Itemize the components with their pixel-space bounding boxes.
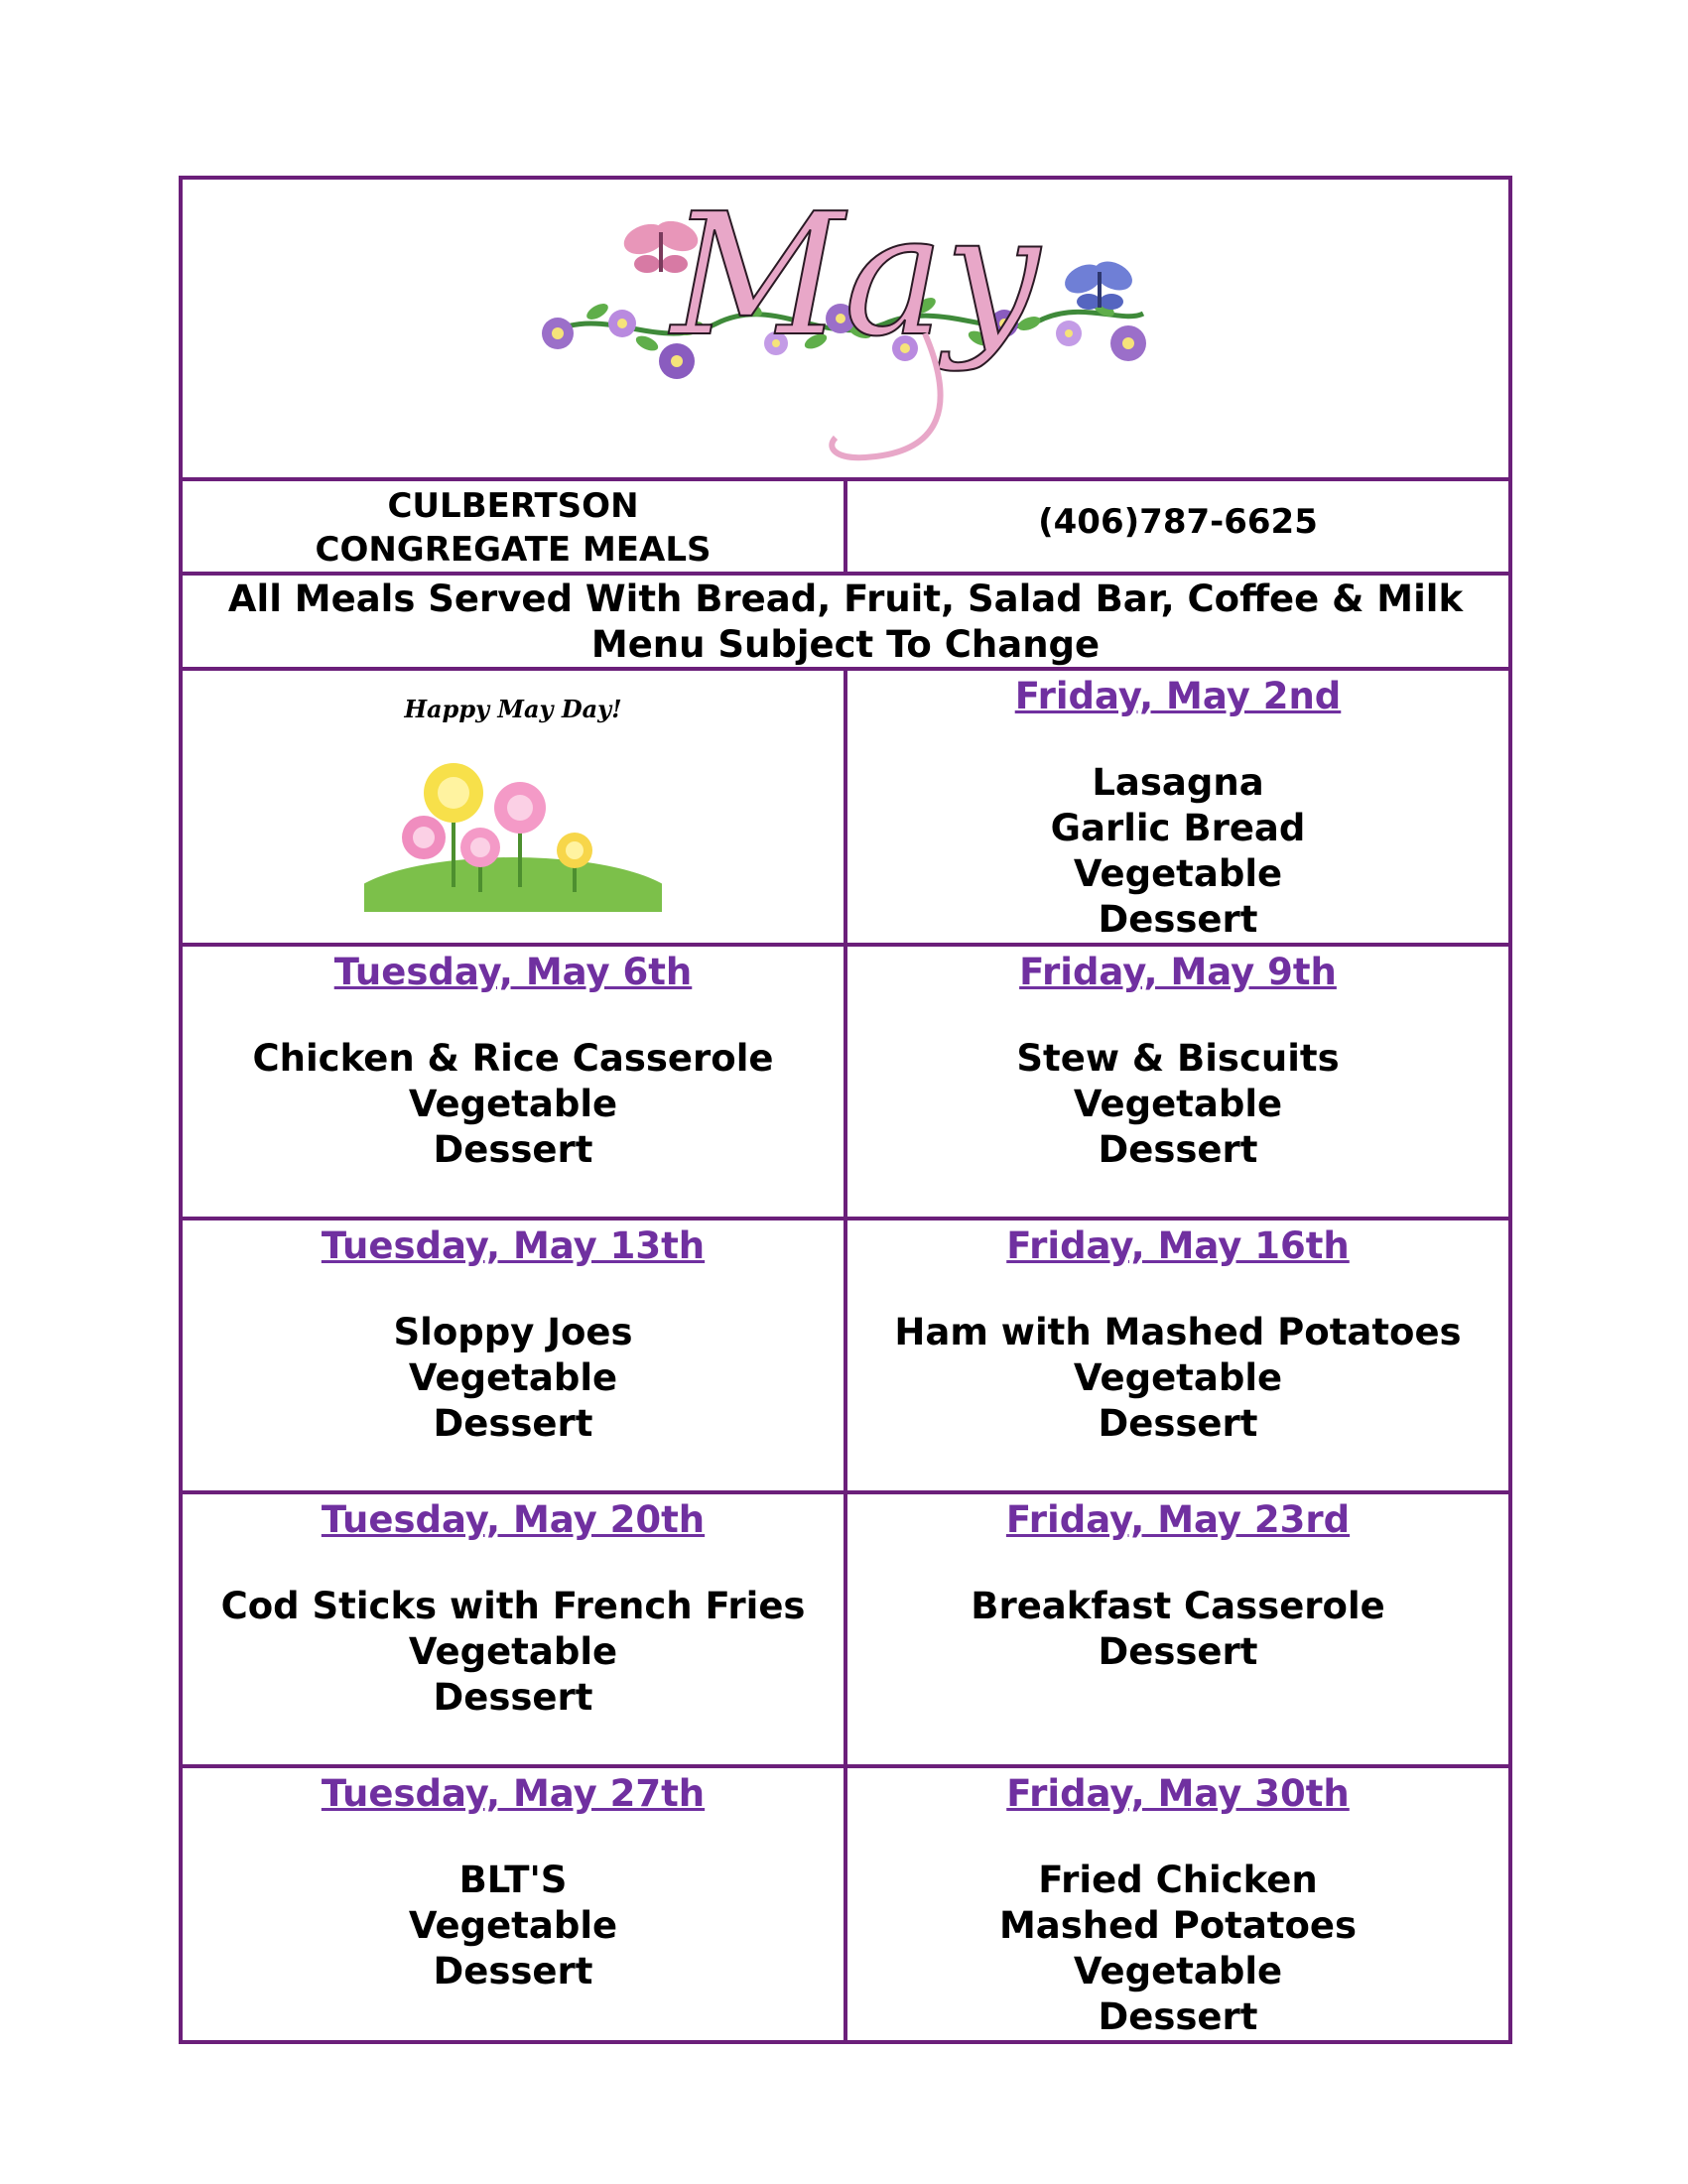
day-date: Friday, May 9th — [1019, 951, 1337, 993]
day-date: Friday, May 2nd — [1014, 675, 1342, 717]
phone-number: (406)787-6625 — [1038, 502, 1318, 542]
phone-cell — [845, 479, 1510, 574]
dish-item: Vegetable — [1073, 1950, 1283, 1992]
dish-item: Vegetable — [408, 1630, 618, 1673]
dish-item: Sloppy Joes — [393, 1311, 633, 1353]
dish-item: Garlic Bread — [1050, 807, 1306, 849]
day-date: Friday, May 16th — [1006, 1224, 1350, 1267]
dish-item: Dessert — [1098, 1128, 1258, 1171]
day-cell-2 — [845, 945, 1510, 1219]
day-date: Friday, May 30th — [1006, 1772, 1350, 1815]
org-name: CULBERTSON CONGREGATE MEALS — [315, 486, 712, 570]
dish-item: Dessert — [1098, 898, 1258, 941]
dish-item: Fried Chicken — [1038, 1859, 1318, 1901]
dish-list — [183, 1310, 844, 1447]
dish-item: Vegetable — [1073, 852, 1283, 895]
day-cell-0 — [845, 669, 1510, 945]
dish-list — [847, 1310, 1508, 1447]
day-cell-5 — [181, 1492, 845, 1766]
dish-item: Vegetable — [408, 1083, 618, 1125]
dish-item: Vegetable — [408, 1356, 618, 1399]
day-cell-4 — [845, 1219, 1510, 1492]
notice-cell — [181, 574, 1510, 669]
day-cell-1 — [181, 945, 845, 1219]
may-day-image — [364, 681, 662, 929]
dish-item: BLT'S — [458, 1859, 568, 1901]
dish-item: Dessert — [433, 1128, 593, 1171]
dish-item: Dessert — [1098, 1630, 1258, 1673]
blue-butterfly-icon — [1060, 256, 1136, 310]
dish-item: Cod Sticks with French Fries — [220, 1585, 806, 1627]
day-date: Tuesday, May 13th — [321, 1224, 706, 1267]
dish-list — [847, 1584, 1508, 1675]
dish-item: Mashed Potatoes — [998, 1904, 1358, 1947]
day-cell-6 — [845, 1492, 1510, 1766]
day-date: Tuesday, May 6th — [333, 951, 693, 993]
day-cell-7 — [181, 1766, 845, 2042]
dish-list — [847, 1036, 1508, 1173]
may-day-cell — [181, 669, 845, 945]
dish-item: Dessert — [1098, 1995, 1258, 2038]
dish-item: Vegetable — [408, 1904, 618, 1947]
dish-item: Dessert — [433, 1676, 593, 1719]
day-date: Tuesday, May 27th — [321, 1772, 706, 1815]
dish-item: Dessert — [1098, 1402, 1258, 1445]
notice-line-1: All Meals Served With Bread, Fruit, Salad Bar, Coffee & Milk — [227, 578, 1464, 620]
dish-item: Vegetable — [1073, 1356, 1283, 1399]
may-banner-art — [528, 185, 1163, 472]
dish-item: Dessert — [433, 1950, 593, 1992]
dish-list — [183, 1584, 844, 1721]
dish-list — [847, 1858, 1508, 2040]
dish-item: Ham with Mashed Potatoes — [894, 1311, 1462, 1353]
may-title: May — [671, 185, 1040, 374]
dish-list — [183, 1858, 844, 1994]
may-day-caption: Happy May Day! — [404, 695, 622, 723]
day-date: Friday, May 23rd — [1005, 1498, 1351, 1541]
menu-table — [179, 176, 1512, 2044]
dish-item: Vegetable — [1073, 1083, 1283, 1125]
day-cell-8 — [845, 1766, 1510, 2042]
dish-item: Chicken & Rice Casserole — [252, 1037, 774, 1080]
day-cell-3 — [181, 1219, 845, 1492]
dish-item: Dessert — [433, 1402, 593, 1445]
dish-list — [183, 1036, 844, 1173]
dish-item: Stew & Biscuits — [1016, 1037, 1340, 1080]
day-date: Tuesday, May 20th — [321, 1498, 706, 1541]
dish-item: Breakfast Casserole — [971, 1585, 1385, 1627]
may-banner — [181, 178, 1510, 479]
dish-list — [847, 760, 1508, 943]
org-name-cell — [181, 479, 845, 574]
smiling-flowers-icon — [364, 723, 662, 912]
notice-line-2: Menu Subject To Change — [590, 623, 1101, 666]
dish-item: Lasagna — [1092, 761, 1264, 804]
